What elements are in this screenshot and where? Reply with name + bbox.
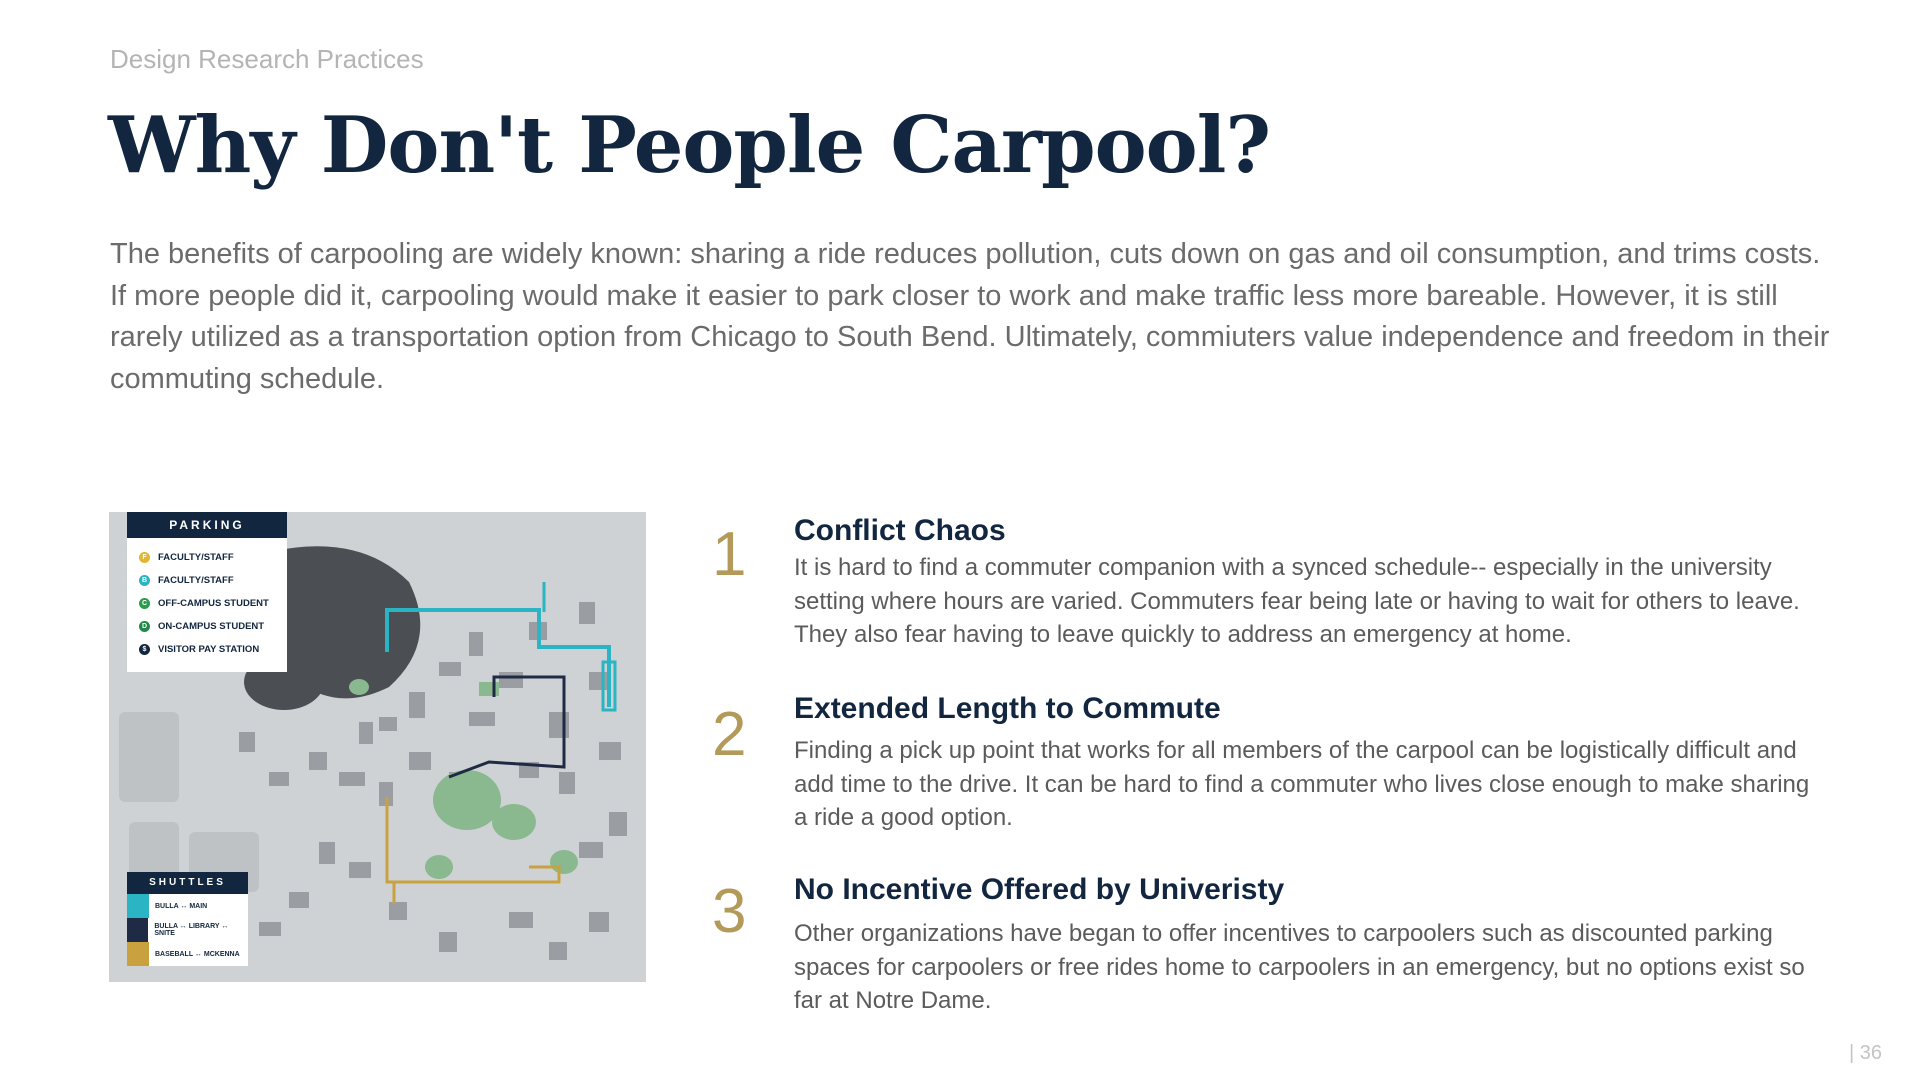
shuttle-label: BULLA ↔ MAIN xyxy=(155,902,208,910)
reason-number: 1 xyxy=(712,520,747,589)
shuttle-swatch-teal xyxy=(127,894,149,918)
campus-parking-map xyxy=(109,512,646,982)
shuttles-legend xyxy=(127,872,248,966)
reason-number: 2 xyxy=(712,700,747,769)
reason-body: It is hard to find a commuter companion with a synced schedule-- especially in the university setting where hours are varied. Commuters fear being late or having to wait for others to leave. They also fear having to leave quickly to address an emergency at home. xyxy=(794,554,1800,648)
shuttle-swatch-navy xyxy=(127,918,148,942)
legend-label: ON-CAMPUS STUDENT xyxy=(158,621,265,632)
legend-item xyxy=(139,638,277,661)
shuttle-item xyxy=(127,894,248,918)
page-number: | 36 xyxy=(1849,1042,1882,1064)
legend-item xyxy=(139,615,277,638)
reason-heading: Conflict Chaos xyxy=(794,514,1006,547)
section-eyebrow: Design Research Practices xyxy=(110,44,424,74)
legend-item xyxy=(139,569,277,592)
shuttle-label: BASEBALL ↔ MCKENNA xyxy=(155,950,240,958)
legend-label: FACULTY/STAFF xyxy=(158,575,234,586)
legend-swatch-green: C xyxy=(139,598,150,609)
legend-item xyxy=(139,546,277,569)
reason-heading: No Incentive Offered by Univeristy xyxy=(794,873,1285,906)
page-title: Why Don't People Carpool? xyxy=(108,100,1271,191)
reason-number: 3 xyxy=(712,877,747,946)
legend-swatch-teal: B xyxy=(139,575,150,586)
legend-label: OFF-CAMPUS STUDENT xyxy=(158,598,269,609)
shuttle-item xyxy=(127,918,248,942)
legend-swatch-navy: $ xyxy=(139,644,150,655)
reason-body: Other organizations have began to offer incentives to carpoolers such as discounted parking spaces for carpoolers or free rides home to carpoolers in an emergency, but no options exist so far at Notre Dame. xyxy=(794,920,1805,1014)
shuttle-swatch-gold xyxy=(127,942,149,966)
shuttles-legend-title: SHUTTLES xyxy=(127,872,248,894)
legend-label: VISITOR PAY STATION xyxy=(158,644,260,655)
legend-item xyxy=(139,592,277,615)
reason-body: Finding a pick up point that works for all members of the carpool can be logistically difficult and add time to the drive. It can be hard to find a commuter who lives close enough to make sharing a ride a good option. xyxy=(794,737,1810,831)
intro-paragraph: The benefits of carpooling are widely known: sharing a ride reduces pollution, cuts down on gas and oil consumption, and trims costs. If more people did it, carpooling would make it easier to park closer to work and make traffic less more bareable. However, it is still rarely utilized as a transportation option from Chicago to South Bend. Ultimately, commiuters value independence and freedom in their commuting schedule. xyxy=(110,238,1830,395)
parking-legend-title: PARKING xyxy=(127,512,287,538)
reason-heading: Extended Length to Commute xyxy=(794,692,1221,725)
shuttle-label: BULLA ↔ LIBRARY ↔ SNITE xyxy=(154,923,229,937)
legend-label: FACULTY/STAFF xyxy=(158,552,234,563)
parking-legend xyxy=(127,512,287,672)
legend-swatch-yellow: F xyxy=(139,552,150,563)
shuttle-item xyxy=(127,942,248,966)
legend-swatch-dark-green: D xyxy=(139,621,150,632)
